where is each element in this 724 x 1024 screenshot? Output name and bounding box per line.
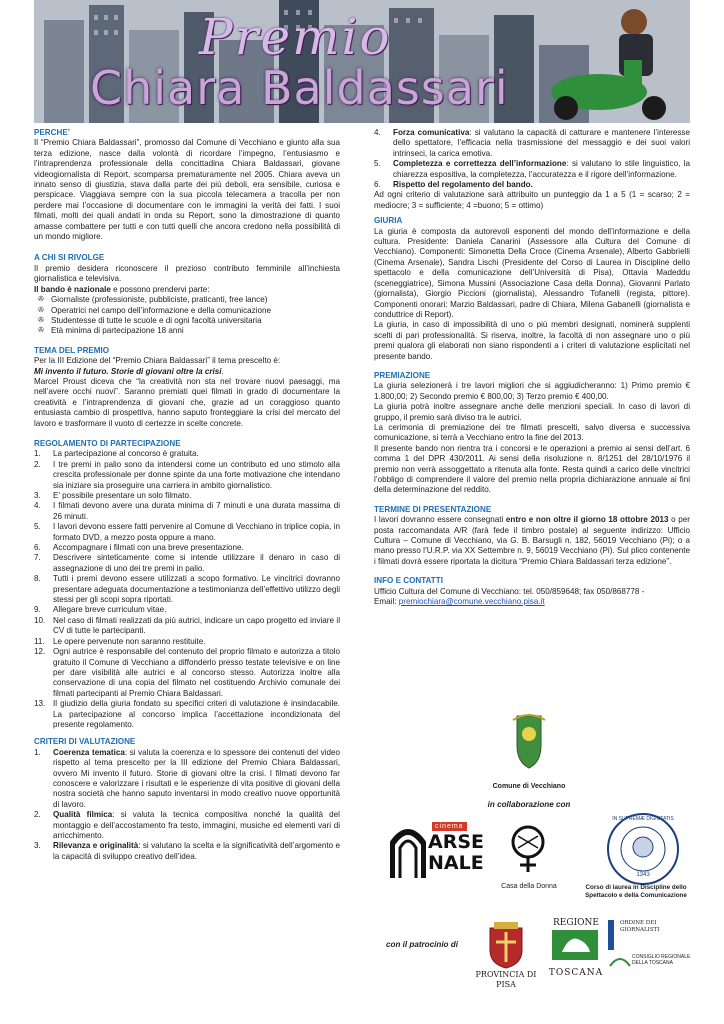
giuria-heading: GIURIA [374,216,403,226]
criteri-heading: CRITERI DI VALUTAZIONE [34,737,136,747]
giuria-body: La giuria è composta da autorevoli esponenti del mondo dell’informazione e della cultura. Presidente: Daniela Canarini (Assessore alla Cultura del Comune di Vecchiano). Componenti: Simonetta Della Croce (Cinema Arsenale), Alberto Gabbrielli (Cinema Arsenale), Sandra Lischi (Presidente del Corso di Laurea in Discipline dello spettacolo e della comunicazione dell’Università di Pisa), Ottavia Madeddu (sceneggiatrice), Simona Mussini (Associazione Casa della Donna), Giovanni Parlato (giornalista), Giorgio Piccioni (giornalista), Alessandro Tofanelli (regista, pittore). Componenti onorari: Marzio Baldassari, padre di Chiara, Milena Gabanelli (giornalista e conduttrice di Report). [374,226,690,319]
chi-lead-bold: Il bando è nazionale [34,284,111,294]
chi-body: Il premio desidera riconoscere il prezioso contributo femminile all’inchiesta giornalistica e televisiva. [34,263,340,284]
item-text: Allegare breve curriculum vitae. [53,605,167,615]
regolamento-list [34,449,340,730]
seal-year: 1343 [636,872,650,878]
tema-line1: Per la III Edizione del “Premio Chiara Baldassari” il tema prescelto è: [34,356,281,366]
item-number: 1. [34,449,41,459]
item-number: 4. [374,128,381,137]
criterio-text: : si valuta la tecnica compositiva nonché la qualità del montaggio e dell’accostamento fra testo, immagini, musiche ed elementi vari di arricchimento. [53,810,340,840]
arsenale-logo [390,820,484,884]
item-number: 3. [34,491,41,500]
regolamento-item [34,637,340,647]
item-number: 13. [34,699,46,709]
item-number: 12. [34,647,46,657]
premiazione-heading: PREMIAZIONE [374,370,431,380]
chi-lead [34,285,340,295]
regione-toscana-icon [552,930,598,960]
regione-label-bottom: TOSCANA [548,968,604,978]
collaborazione-label: in collaborazione con [487,800,571,809]
casa-della-donna-label: Casa della Donna [501,883,557,890]
termine-deadline: entro e non oltre il giorno 18 ottobre 2013 [505,515,669,525]
patrocinio-label: con il patrocinio di [386,940,458,949]
item-number: 5. [34,522,41,532]
regolamento-item [34,491,340,501]
regolamento-item [34,449,340,459]
info-email-line: Email: premiochiara@comune.vecchiano.pisa.it [374,597,545,607]
arsenale-name: ARSE NALE [428,831,484,874]
perche-heading: PERCHE’ [34,128,70,137]
item-text: Le opere pervenute non saranno restituite. [53,636,206,646]
chi-list [34,295,340,337]
seal-text: IN SUPREMÆ DIGNITATIS [612,816,674,822]
bullet-icon: ✇ [38,306,44,314]
arsenale-arch-icon [390,820,426,880]
provincia-label: PROVINCIA DI PISA [475,970,537,990]
tema-heading: TEMA DEL PREMIO [34,345,110,355]
list-item: ✇ Età minima di partecipazione 18 anni [38,326,184,336]
premiazione-body: La giuria selezionerà i tre lavori migliori che si aggiudicheranno: 1) Primo premio € 1.800,00; 2) Secondo premio € 800,00; 3) Terzo premio € 400,00. [374,381,690,401]
item-text: Ogni autrice è responsabile del contenuto del proprio filmato e autorizza a titolo gratuito il Comune di Vecchiano a diffonderlo presso testate televisive e on line per dare visibilità alle autrici e al concorso stesso. Autorizza inoltre alla conservazione di una copia del filmato nel costituendo Archivio comunale dei filmati partecipanti al Premio Chiara Baldassari. [53,647,340,698]
banner-title-name: Chiara Baldassari [90,61,509,115]
premiazione-body4: Il presente bando non rientra tra i concorsi e le operazioni a premio ai sensi dell’art. 6 comma 1 del DPR 430/2011. Ai sensi della risoluzione n. 8/1251 del 28/10/1976 il premio non verrà assoggettato a ritenuta alla fonte. Resta quindi a carico delle vincitrici l’obbligo di comprendere il valore del premio nella propria dichiarazione annuale ai fini della determinazione del reddito. [374,443,690,495]
item-number: 1. [34,747,41,757]
list-item: ✇ Giornaliste (professioniste, pubbliciste, praticanti, free lance) [38,295,268,305]
item-text: I tre premi in palio sono da intendersi come un contributo ed uno stimolo alla crescita professionale per donne spinte da una forte motivazione che intendano sia iniziare sia proseguire una carriera in ambito giornalistico. [53,459,340,490]
item-number: 10. [34,615,46,625]
termine-heading: TERMINE DI PRESENTAZIONE [374,504,492,514]
criterio-item [374,128,690,159]
info-line1: Ufficio Cultura del Comune di Vecchiano: tel. 050/859648; fax 050/868778 - [374,586,645,596]
criterio-title: Rilevanza e originalità [53,841,139,851]
item-number: 2. [34,459,41,469]
list-item: ✇ Studentesse di tutte le scuole e di ogni facoltà universitaria [38,315,262,325]
comune-label: Comune di Vecchiano [492,783,566,790]
premiazione-body3: La cerimonia di premiazione dei tre filmati prescelti, salvo diversa e successiva comunicazione, si terrà a Vecchiano entro la fine del 2013. [374,422,690,443]
casa-della-donna-icon [506,824,550,874]
item-number: 6. [374,180,381,190]
item-number: 9. [34,605,41,615]
regione-label-top: REGIONE [553,918,599,928]
chi-heading: A CHI SI RIVOLGE [34,253,105,263]
item-number: 5. [374,159,381,169]
item-number: 7. [34,553,41,563]
item-text: Il giudizio della giuria fondato su specifici criteri di valutazione è insindacabile. La partecipazione al concorso implica l’accettazione incondizionata del presente regolamento. [53,699,340,729]
item-number: 8. [34,574,41,584]
criterio-item [34,841,340,862]
tema-body: Marcel Proust diceva che “la creatività non sta nel trovare nuovi paesaggi, ma nell’avere occhi nuovi”. Saranno premiati quei filmati in grado di documentare la creatività e l’intraprendenza di giovani che, grazie ad un coraggioso quanto entusiasta cambio di prospettiva, hanno saputo fronteggiare la crisi del mercato del lavoro e trasformare il vuoto di certezze in scelte concrete. [34,376,340,428]
criterio-title: Coerenza tematica [53,747,125,757]
item-text: I lavori devono essere fatti pervenire al Comune di Vecchiano in triplice copia, in formato DVD, a mezzo posta oppure a mano. [53,522,340,542]
criterio-title: Qualità filmica [53,810,113,820]
comune-coat-of-arms-icon [509,712,549,772]
criterio-text: : si valutano lo stile linguistico, la chiarezza espositiva, la completezza, l’accuratezza e il rigore dell’informazione. [393,159,691,179]
item-number: 11. [34,636,45,646]
consiglio-regionale-icon [608,952,632,968]
bullet-icon: ✇ [38,316,44,324]
criterio-text: : si valutano la capacità di catturare e mantenere l’interesse dello spettatore, l’efficacia nella trasmissione del messaggio e dei suoi valori intrinseci, la carica emotiva. [393,128,690,158]
item-text: Tutti i premi devono essere utilizzati a scopo formativo. Le vincitrici dovranno presentare adeguata documentazione a testimonianza dell’effettivo utilizzo degli stessi per gli scopi sopra riportati. [53,574,340,605]
regolamento-item [34,522,340,543]
criterio-title: Rispetto del regolamento del bando. [393,180,533,190]
regolamento-item [34,616,340,637]
regolamento-item [34,647,340,699]
item-number: 6. [34,543,41,553]
list-item: ✇ Operatrici nel campo dell’informazione e della comunicazione [38,305,271,315]
premiazione-body2: La giuria potrà inoltre assegnare anche delle menzioni speciali. In caso di lavori di gruppo, il premio sarà diviso tra le autrici. [374,402,690,422]
regolamento-item [34,501,340,522]
consiglio-label: CONSIGLIO REGIONALE DELLA TOSCANA [632,954,691,966]
email-link[interactable]: premiochiara@comune.vecchiano.pisa.it [398,597,545,607]
item-text: Descrivere sinteticamente come si intende utilizzare il denaro in caso di assegnazione di uno dei tre premi in palio. [53,553,340,573]
regolamento-item [34,605,340,615]
item-text: I filmati devono avere una durata minima di 7 minuti e una durata massima di 26 minuti. [53,501,340,521]
criterio-title: Completezza e correttezza dell’informazione [393,159,567,169]
banner-title-premio: Premio [199,8,392,66]
criterio-item [34,810,340,841]
criteri-list-continued [374,128,690,190]
regolamento-item [34,553,340,574]
criteri-scale: Ad ogni criterio di valutazione sarà attribuito un punteggio da 1 a 5 (1 = scarso; 2 = mediocre; 3 = sufficiente; 4 =buono; 5 = ottimo) [374,190,690,210]
criterio-text: : si valutano la scelta e la significatività dell’argomento e la capacità di sviluppo creativo dell’idea. [53,841,341,861]
right-column [374,128,690,607]
perche-body: Il “Premio Chiara Baldassari”, promosso dal Comune di Vecchiano e giunto alla sua terza edizione, nasce dalla volontà di ricordare l’impegno, l’entusiasmo e l’intraprendenza professionale della concittadina Chiara Baldassari, giovane videogiornalista di Report, scomparsa prematuramente nel 2005. Chiara aveva un innato senso di giustizia, stava dalla parte dei più deboli, era sensibile, curiosa e perspicace. Viaggiava sempre con la sua piccola telecamera a tracolla per non perdere mai l’occasione di documentare con le immagini la verità dei fatti. I suoi filmati, molti dei quali andati in onda su Report, sono la dimostrazione di quanto amasse combattere per tutti e con tutti quelli che ancora credono nella possibilità di un mondo migliore. [34,138,340,242]
regolamento-heading: REGOLAMENTO DI PARTECIPAZIONE [34,438,181,448]
provincia-pisa-crest-icon [486,922,526,970]
tema-theme-line: Mi invento il futuro. Storie di giovani oltre la crisi. [34,366,224,376]
criterio-title: Forza comunicativa [393,128,470,137]
ordine-giornalisti-icon [606,920,618,950]
item-number: 2. [34,810,41,820]
item-text: Accompagnare i filmati con una breve presentazione. [53,543,244,553]
bullet-icon: ✇ [38,327,44,335]
item-text: La partecipazione al concorso è gratuita. [53,449,199,459]
left-column [34,128,340,862]
item-number: 3. [34,841,41,851]
arsenale-cinema-label: cinema [432,822,467,831]
corso-label: Corso di laurea in Discipline dello Spettacolo e della Comunicazione [585,884,687,899]
item-text: E’ possibile presentare un solo filmato. [53,491,192,500]
regolamento-item [34,460,340,491]
tema-theme: Mi invento il futuro. Storie di giovani oltre la crisi [34,366,222,376]
criterio-item [374,180,690,190]
ordine-label: ORDINE DEI GIORNALISTI [620,920,660,933]
info-heading: INFO E CONTATTI [374,576,443,586]
regolamento-item [34,543,340,553]
item-number: 4. [34,501,41,511]
chi-lead-rest: e possono prendervi parte: [110,284,210,294]
giuria-body2: La giuria, in caso di impossibilità di uno o più membri designati, nominerà supplenti scelti di pari professionalità. Si riserva, inoltre, la facoltà di non assegnare uno o più premi qualora gli elaborati non siano rispondenti a i criteri di valutazione esplicitati nel presente bando. [374,320,690,361]
regolamento-item [34,699,340,730]
criteri-list [34,748,340,862]
termine-body: I lavori dovranno essere consegnati entro e non oltre il giorno 18 ottobre 2013 o per posta raccomandata A/R (farà fede il timbro postale) al seguente indirizzo: Ufficio Cultura – Comune di Vecchiano, via G. B. Barsugli n. 182, 56019 Vecchiano (Pi); o a mano presso l’U.R.P. via XX Settembre n. 9, 56019 Vecchiano (Pi). Sul plico contenente i filmati dovrà essere riportata la dicitura “Premio Chiara Baldassari terza edizione”. [374,515,691,566]
criterio-text: : si valuta la coerenza e lo spessore dei contenuti del video rispetto al tema prescelto per la III edizione del Premio Chiara Baldassari, ovvero Mi invento il futuro. Storie di giovani oltre la crisi. I filmati devono far conoscere e valorizzare i risultati e le esperienze di vita positive di giovani della nostra società che hanno saputo inventarsi in modo creativo nuove opportunità di lavoro. [53,747,340,809]
logos-section [374,712,690,1024]
item-text: Nel caso di filmati realizzati da più autrici, indicare un capo progetto ed inviare il CV di tutte le partecipanti. [53,615,340,636]
criterio-item [374,159,690,180]
regolamento-item [34,574,340,605]
bullet-icon: ✇ [38,296,44,304]
criterio-item [34,748,340,810]
header-banner [34,0,690,123]
